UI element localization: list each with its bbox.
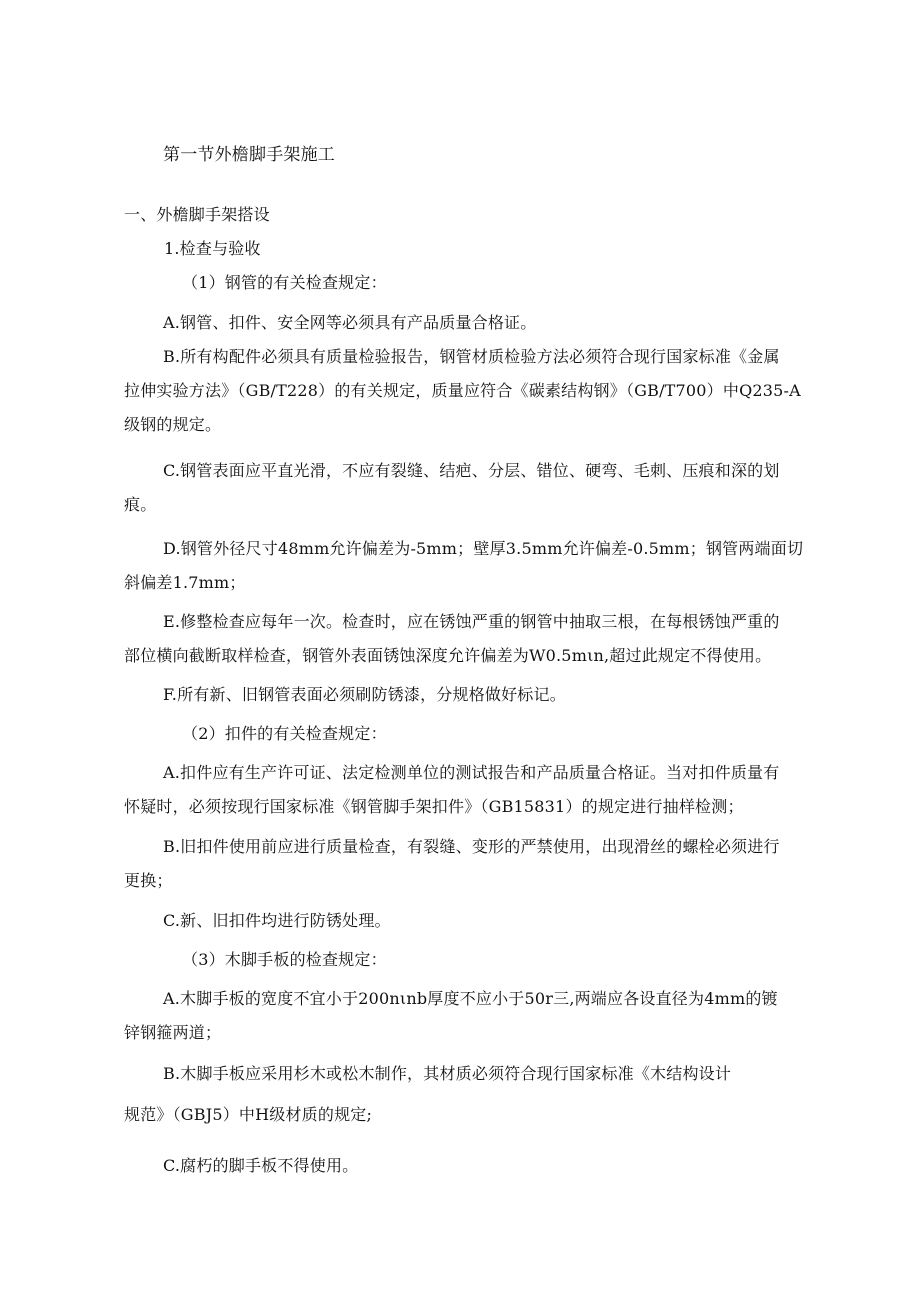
steel-pipe-item-b-line-3: 级钢的规定。	[124, 415, 222, 434]
scaffold-board-item-c: C.腐朽的脚手板不得使用。	[163, 1156, 359, 1175]
steel-pipe-item-e-line-1: E.修整检查应每年一次。检查时，应在锈蚀严重的钢管中抽取三根，在每根锈蚀严重的	[163, 612, 780, 631]
steel-pipe-item-b-line-2: 拉伸实验方法》（GB/T228）的有关规定，质量应符合《碳素结构钢》（GB/T700）中Q235-A	[124, 381, 801, 400]
steel-pipe-item-b-line-1: B.所有构配件必须具有质量检验报告，钢管材质检验方法必须符合现行国家标准《金属	[163, 347, 780, 366]
steel-pipe-item-e-line-2: 部位横向截断取样检查，钢管外表面锈蚀深度允许偏差为W0.5mιn,超过此规定不得使用。	[124, 646, 772, 665]
scaffold-board-heading: （3）木脚手板的检查规定：	[182, 950, 387, 969]
scaffold-board-item-a	[124, 982, 814, 1050]
fastener-item-b-line-1: B.旧扣件使用前应进行质量检查，有裂缝、变形的严禁使用，出现滑丝的螺栓必须进行	[163, 837, 780, 856]
steel-pipe-item-c-line-1: C.钢管表面应平直光滑，不应有裂缝、结疤、分层、错位、硬弯、毛刺、压痕和深的划	[163, 461, 780, 480]
steel-pipe-heading: （1）钢管的有关检查规定：	[182, 273, 387, 292]
steel-pipe-item-c	[124, 454, 814, 522]
steel-pipe-item-e	[124, 605, 814, 673]
steel-pipe-item-f: F.所有新、旧钢管表面必须刷防锈漆，分规格做好标记。	[163, 685, 566, 704]
scaffold-board-item-a-line-1: A.木脚手板的宽度不宜小于200nιnb厚度不应小于50r三,两端应各设直径为4mm的镀	[163, 989, 778, 1008]
fastener-item-b	[124, 830, 814, 898]
fastener-item-a-line-2: 怀疑时，必须按现行国家标准《钢管脚手架扣件》（GB15831）的规定进行抽样检测；	[124, 797, 744, 816]
scaffold-board-item-a-line-2: 锌钢箍两道；	[124, 1023, 222, 1042]
scaffold-board-item-b-line-1: B.木脚手板应采用杉木或松木制作，其材质必须符合现行国家标准《木结构设计	[163, 1064, 732, 1083]
fastener-item-c: C.新、旧扣件均进行防锈处理。	[163, 911, 391, 930]
section-title: 第一节外檐脚手架施工	[163, 145, 335, 165]
steel-pipe-item-d-line-2: 斜偏差1.7mm；	[124, 573, 246, 592]
steel-pipe-item-c-line-2: 痕。	[124, 495, 157, 514]
scaffold-board-item-b-line-2: 规范》（GBJ5）中H级材质的规定;	[124, 1105, 373, 1124]
heading-exterior-scaffold-erection: 一、外檐脚手架搭设	[124, 205, 270, 224]
steel-pipe-item-d-line-1: D.钢管外径尺寸48mm允许偏差为-5mm；壁厚3.5mm允许偏差-0.5mm；钢管两端面切	[163, 539, 804, 558]
steel-pipe-item-b	[124, 340, 814, 442]
fastener-item-a-line-1: A.扣件应有生产许可证、法定检测单位的测试报告和产品质量合格证。当对扣件质量有	[163, 763, 780, 782]
steel-pipe-item-d	[124, 532, 814, 600]
fastener-item-b-line-2: 更换；	[124, 871, 173, 890]
fastener-heading: （2）扣件的有关检查规定：	[182, 724, 387, 743]
fastener-item-a	[124, 756, 814, 824]
heading-inspection-acceptance: 1.检查与验收	[164, 239, 261, 258]
steel-pipe-item-a: A.钢管、扣件、安全网等必须具有产品质量合格证。	[163, 313, 537, 332]
